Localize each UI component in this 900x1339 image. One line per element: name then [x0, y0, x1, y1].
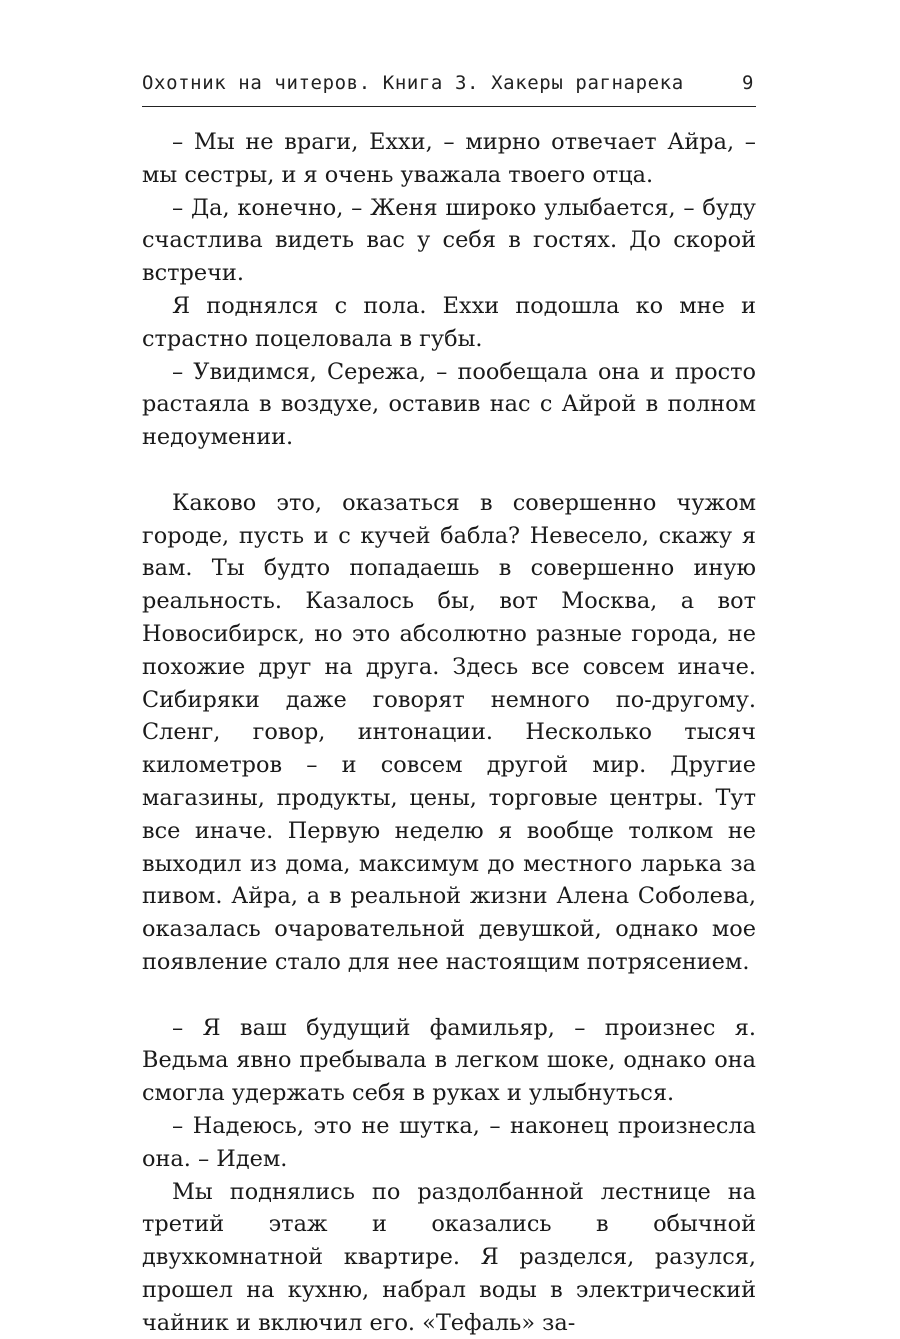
page-number: 9 [742, 66, 754, 100]
running-title: Охотник на читеров. Книга 3. Хакеры рагнарека [142, 66, 684, 100]
paragraph: Мы поднялись по раздолбанной лестнице на третий этаж и оказались в обычной двухкомнатной квартире. Я разделся, разулся, прошел на кухню, набрал воды в электрический чайник и включил его. «Тефаль» за- [142, 1176, 756, 1339]
section-break [142, 454, 756, 487]
section-break [142, 979, 756, 1012]
paragraph: – Я ваш будущий фамильяр, – произнес я. Ведьма явно пребывала в легком шоке, однако она смогла удержать себя в руках и улыбнуться. [142, 1012, 756, 1110]
paragraph: Каково это, оказаться в совершенно чужом городе, пусть и с кучей бабла? Невесело, скажу я вам. Ты будто попадаешь в совершенно иную реальность. Казалось бы, вот Москва, а вот Новосибирск, но это абсолютно разные города, не похожие друг на друга. Здесь все совсем иначе. Сибиряки даже говорят немного по-другому. Сленг, говор, интонации. Несколько тысяч километров – и совсем другой мир. Другие магазины, продукты, цены, торговые центры. Тут все иначе. Первую неделю я вообще толком не выходил из дома, максимум до местного ларька за пивом. Айра, а в реальной жизни Алена Соболева, оказалась очаровательной девушкой, однако мое появление стало для нее настоящим потрясением. [142, 487, 756, 979]
paragraph: Я поднялся с пола. Ехxи подошла ко мне и страстно поцеловала в губы. [142, 290, 756, 356]
paragraph: – Мы не враги, Ехxи, – мирно отвечает Айра, – мы сестры, и я очень уважала твоего отца. [142, 126, 756, 192]
paragraph: – Увидимся, Сережа, – пообещала она и просто растаяла в воздухе, оставив нас с Айрой в полном недоумении. [142, 356, 756, 454]
running-header [142, 66, 756, 107]
paragraph: – Надеюсь, это не шутка, – наконец произнесла она. – Идем. [142, 1110, 756, 1176]
paragraph: – Да, конечно, – Женя широко улыбается, – буду счастлива видеть вас у себя в гостях. До скорой встречи. [142, 192, 756, 290]
text-body [142, 126, 756, 1339]
